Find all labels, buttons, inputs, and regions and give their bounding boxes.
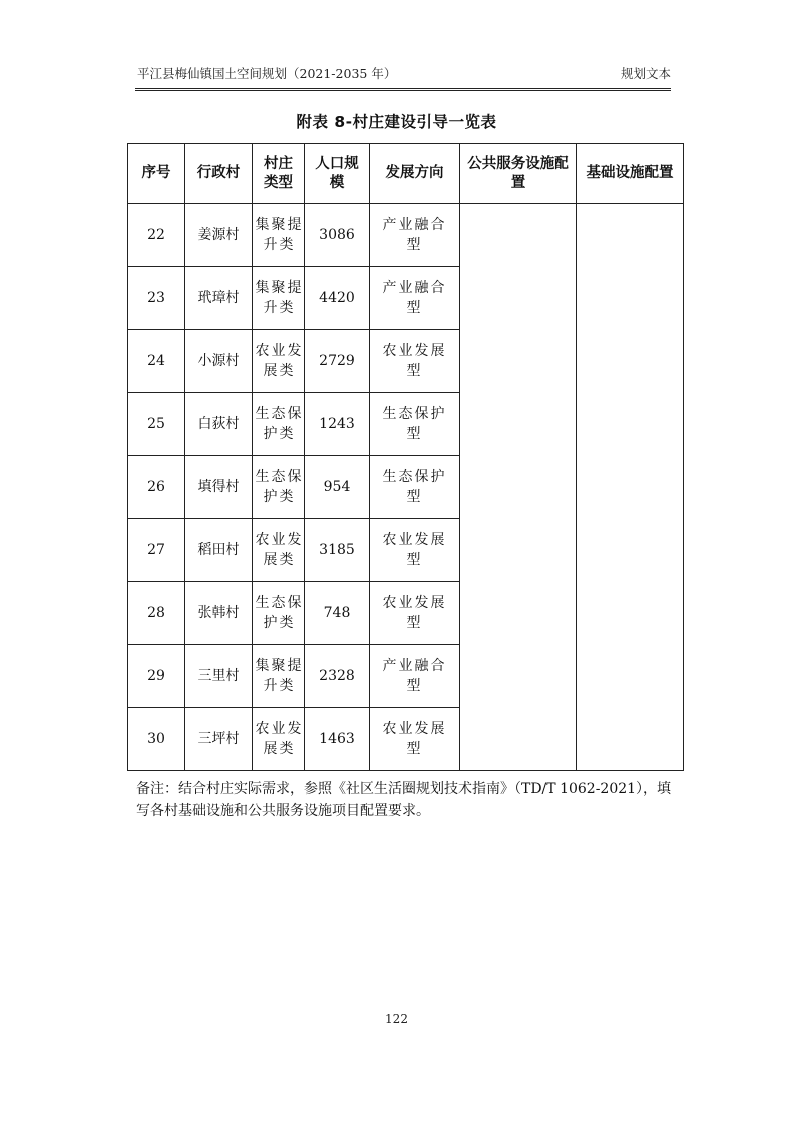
header-infrastructure: 基础设施配置 <box>577 144 684 204</box>
cell-village-type: 生态保护类 <box>253 582 305 645</box>
header-divider <box>135 88 671 91</box>
cell-direction: 农业发展型 <box>370 519 460 582</box>
cell-population: 2328 <box>305 645 370 708</box>
cell-village-type: 集聚提升类 <box>253 267 305 330</box>
cell-village-type: 生态保护类 <box>253 393 305 456</box>
cell-village-type: 农业发展类 <box>253 330 305 393</box>
header-index: 序号 <box>128 144 185 204</box>
cell-village: 三里村 <box>185 645 253 708</box>
table-row <box>128 204 684 267</box>
cell-direction: 农业发展型 <box>370 330 460 393</box>
cell-direction: 产业融合型 <box>370 267 460 330</box>
cell-village-type: 集聚提升类 <box>253 645 305 708</box>
header-public-facilities: 公共服务设施配置 <box>460 144 577 204</box>
cell-direction: 农业发展型 <box>370 708 460 771</box>
cell-village: 姜源村 <box>185 204 253 267</box>
cell-public-facilities <box>460 204 577 771</box>
cell-index: 26 <box>128 456 185 519</box>
cell-direction: 产业融合型 <box>370 204 460 267</box>
cell-index: 29 <box>128 645 185 708</box>
cell-population: 954 <box>305 456 370 519</box>
cell-population: 1463 <box>305 708 370 771</box>
header-village-type: 村庄类型 <box>253 144 305 204</box>
header-direction: 发展方向 <box>370 144 460 204</box>
cell-village: 稻田村 <box>185 519 253 582</box>
cell-direction: 生态保护型 <box>370 393 460 456</box>
cell-village: 白荻村 <box>185 393 253 456</box>
cell-village-type: 集聚提升类 <box>253 204 305 267</box>
cell-index: 24 <box>128 330 185 393</box>
cell-village-type: 农业发展类 <box>253 519 305 582</box>
running-header <box>135 64 671 86</box>
cell-infrastructure <box>577 204 684 771</box>
cell-index: 22 <box>128 204 185 267</box>
cell-village-type: 生态保护类 <box>253 456 305 519</box>
cell-index: 23 <box>128 267 185 330</box>
cell-population: 2729 <box>305 330 370 393</box>
cell-direction: 生态保护型 <box>370 456 460 519</box>
cell-village: 填得村 <box>185 456 253 519</box>
cell-population: 3185 <box>305 519 370 582</box>
page-number: 122 <box>385 1012 408 1026</box>
table-header-row <box>128 144 684 204</box>
section-label-header: 规划文本 <box>620 66 671 81</box>
cell-population: 4420 <box>305 267 370 330</box>
cell-index: 25 <box>128 393 185 456</box>
cell-village: 三坪村 <box>185 708 253 771</box>
village-guide-table <box>127 143 684 771</box>
cell-population: 1243 <box>305 393 370 456</box>
header-population: 人口规模 <box>305 144 370 204</box>
cell-population: 748 <box>305 582 370 645</box>
cell-population: 3086 <box>305 204 370 267</box>
document-title-header: 平江县梅仙镇国土空间规划（2021-2035 年） <box>137 66 397 81</box>
cell-village: 张韩村 <box>185 582 253 645</box>
table-title: 附表 8-村庄建设引导一览表 <box>296 113 497 131</box>
cell-index: 28 <box>128 582 185 645</box>
cell-index: 30 <box>128 708 185 771</box>
cell-village: 玳璋村 <box>185 267 253 330</box>
cell-direction: 农业发展型 <box>370 582 460 645</box>
cell-index: 27 <box>128 519 185 582</box>
cell-village: 小源村 <box>185 330 253 393</box>
header-village: 行政村 <box>185 144 253 204</box>
cell-direction: 产业融合型 <box>370 645 460 708</box>
cell-village-type: 农业发展类 <box>253 708 305 771</box>
table-footnote: 备注：结合村庄实际需求，参照《社区生活圈规划技术指南》（TD/T 1062-2021），填写各村基础设施和公共服务设施项目配置要求。 <box>136 781 672 819</box>
